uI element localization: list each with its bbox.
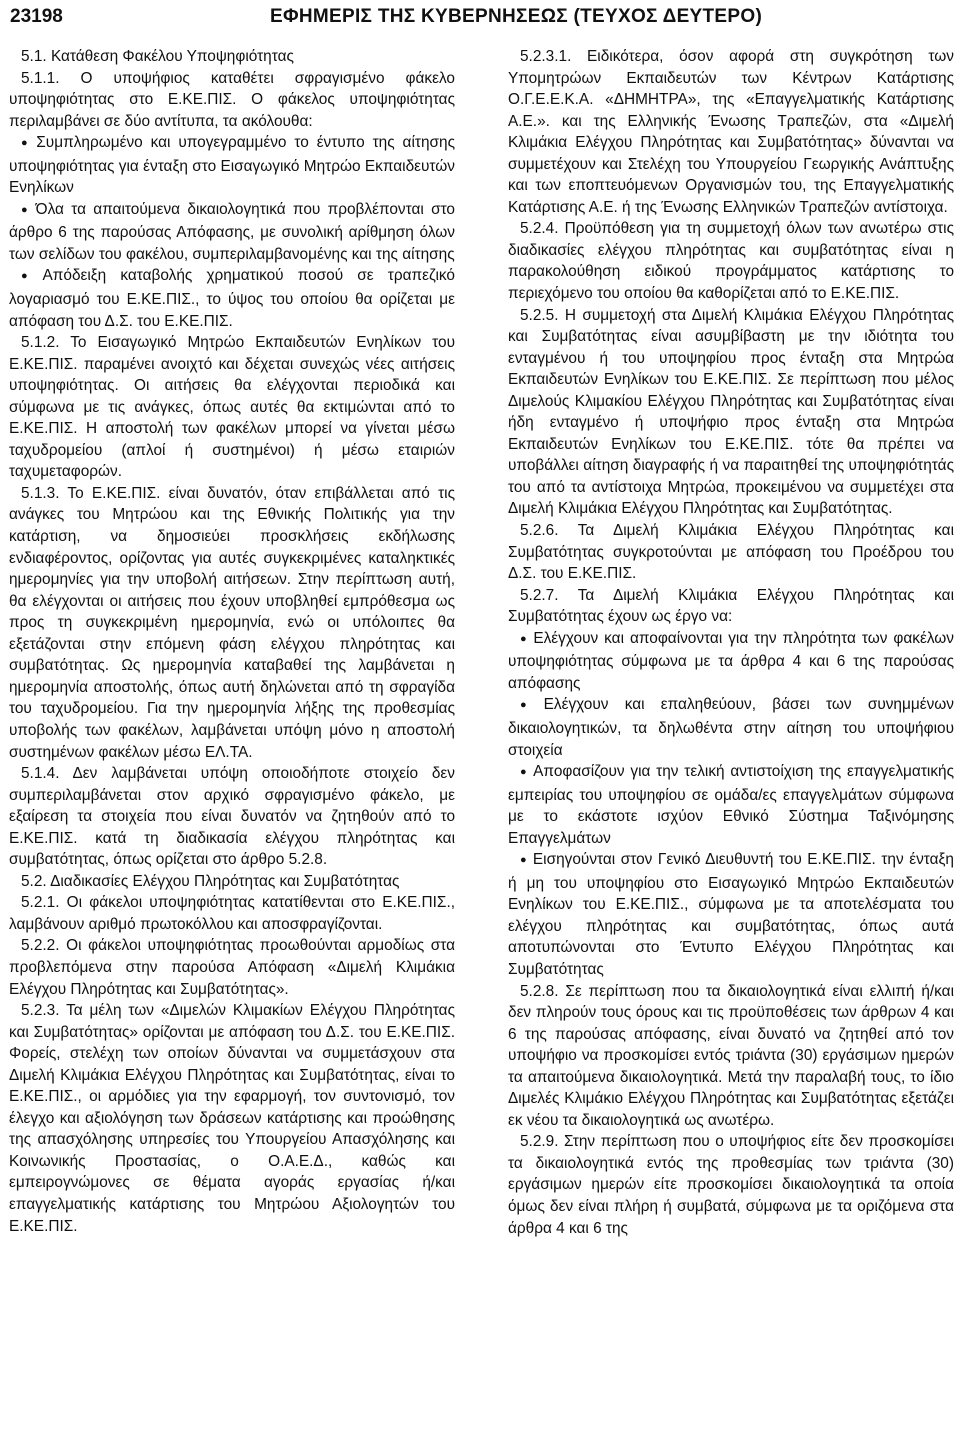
- paragraph: 5.1. Κατάθεση Φακέλου Υποψηφιότητας: [21, 48, 294, 65]
- gazette-title: ΕΦΗΜΕΡΙΣ ΤΗΣ ΚΥΒΕΡΝΗΣΕΩΣ (ΤΕΥΧΟΣ ΔΕΥΤΕΡΟ): [270, 6, 763, 27]
- page-header: [0, 0, 960, 40]
- bullet-item: ● Όλα τα απαιτούμενα δικαιολογητικά που προβλέπονται στο άρθρο 6 της παρούσας Απόφασης, με συνολική αρίθμηση όλων των σελίδων του φακέλου, συμπεριλαμβανομένης και της αίτησης: [9, 199, 455, 266]
- paragraph: 5.2.7. Τα Διμελή Κλιμάκια Ελέγχου Πληρότητας και Συμβατότητας έχουν ως έργο να:: [508, 586, 954, 626]
- paragraph: 5.2.9. Στην περίπτωση που ο υποψήφιος είτε δεν προσκομίσει τα δικαιολογητικά εντός της προθεσμίας των τριάντα (30) εργάσιμων ημερών είτε προσκομίσει δικαιολογητικά τα οποία όμως δεν είναι πλήρη ή συμβατά, σύμφωνα με τα οριζόμενα στα άρθρα 4 και 6 της: [508, 1133, 954, 1237]
- paragraph: 5.1.1. Ο υποψήφιος καταθέτει σφραγισμένο φάκελο υποψηφιότητας στο Ε.ΚΕ.ΠΙΣ. Ο φάκελος υποψηφιότητας περιλαμβάνει σε δύο αντίτυπα, τα ακόλουθα:: [9, 69, 455, 130]
- paragraph: 5.1.3. Το Ε.ΚΕ.ΠΙΣ. είναι δυνατόν, όταν επιβάλλεται από τις ανάγκες του Μητρώου και της Εθνικής Πολιτικής για την κατάρτιση, να δημοσιεύει προσκλήσεις εκδήλωσης ενδιαφέροντος, ορίζοντας για αυτές συγκεκριμένες καταληκτικές ημερομηνίες για την υποβολή αιτήσεων. Στην περίπτωση αυτή, θα ελέγχονται οι αιτήσεις που έχουν υποβληθεί εμπρόθεσμα ως προς τη συγκεκριμένη ημερομηνία, ενώ οι υπόλοιπες θα εξετάζονται στην επόμενη φάση ελέγχου πληρότητας και συμβατότητας. Ως ημερομηνία καταβαθεί της λαμβάνεται η ημερομηνία αποστολής, όπως αυτή δηλώνεται από τη σφραγίδα του ταχυδρομείου. Για την ημερομηνία λήξης της προθεσμίας υποβολής των φακέλων, λαμβάνεται υπόψη μόνο η αποστολή συστημένων φακέλων μέσω ΕΛ.ΤΑ.: [9, 484, 455, 761]
- paragraph: 5.2.8. Σε περίπτωση που τα δικαιολογητικά είναι ελλιπή ή/και δεν πληρούν τους όρους και τις προϋποθέσεις των άρθρων 4 και 6 της παρούσας απόφασης, είναι δυνατό να ζητηθεί από τον υποψήφιο να προσκομίσει εντός τριάντα (30) εργάσιμων ημερών τα απαιτούμενα δικαιολογητικά. Μετά την παραλαβή τους, το ίδιο Διμελές Κλιμάκιο Ελέγχου Πληρότητας και Συμβατότητας εξετάζει εκ νέου τα δικαιολογητικά ως ανωτέρω.: [508, 982, 954, 1129]
- paragraph: 5.2.2. Οι φάκελοι υποψηφιότητας προωθούνται αρμοδίως στα προβλεπόμενα στην παρούσα Απόφαση «Διμελή Κλιμάκια Ελέγχου Πληρότητας και Συμβατότητας».: [9, 937, 455, 998]
- paragraph: 5.2.1. Οι φάκελοι υποψηφιότητας κατατίθενται στο Ε.ΚΕ.ΠΙΣ., λαμβάνουν αριθμό πρωτοκόλλου και αποσφραγίζονται.: [9, 894, 455, 933]
- paragraph: 5.2.5. Η συμμετοχή στα Διμελή Κλιμάκια Ελέγχου Πληρότητας και Συμβατότητας είναι ασυμβίβαστη με την ιδιότητα του ενταγμένου ή του υποψηφίου προς ένταξη στα Μητρώα Εκπαιδευτών Ενηλίκων του Ε.ΚΕ.ΠΙΣ. Σε περίπτωση που μέλος Διμελούς Κλιμακίου Ελέγχου Πληρότητας και Συμβατότητας είναι ήδη ενταγμένο ή υποψήφιο προς ένταξη στα Μητρώα Εκπαιδευτών Ενηλίκων του Ε.ΚΕ.ΠΙΣ. τότε θα πρέπει να υποβάλλει αίτηση διαγραφής ή να παραιτηθεί της υποψηφιότητάς του από τα αντίστοιχα Μητρώα, προκειμένου να συμμετέχει στα Διμελή Κλιμάκια Ελέγχου Πληρότητας και Συμβατότητας.: [508, 306, 954, 518]
- left-column: [9, 46, 455, 1237]
- right-column: [508, 46, 954, 1239]
- paragraph: 5.2.3.1. Ειδικότερα, όσον αφορά στη συγκρότηση των Υπομητρώων Εκπαιδευτών των Κέντρων Κατάρτισης Ο.Γ.Ε.Ε.Κ.Α. «ΔΗΜΗΤΡΑ», της «Επαγγελματικής Κατάρτισης Α.Ε.». και της Ελληνικής Ένωσης Τραπεζών, στα «Διμελή Κλιμάκια Ελέγχου Πληρότητας και Συμβατότητας» δύνανται να συμμετέχουν και Στελέχη του Υπουργείου Γεωργικής Ανάπτυξης και των εποπτευόμενων Οργανισμών του, της Επαγγελματικής Κατάρτισης Α.Ε. ή της Ένωσης Ελληνικών Τραπεζών αντίστοιχα.: [508, 48, 954, 216]
- bullet-item: ● Απόδειξη καταβολής χρηματικού ποσού σε τραπεζικό λογαριασμό του Ε.ΚΕ.ΠΙΣ., το ύψος του οποίου θα ορίζεται με απόφαση του Δ.Σ. του Ε.ΚΕ.ΠΙΣ.: [9, 265, 455, 332]
- paragraph: 5.2.4. Προϋπόθεση για τη συμμετοχή όλων των ανωτέρω στις διαδικασίες ελέγχου πληρότητας και συμβατότητας είναι η παρακολούθηση ειδικού προγράμματος κατάρτισης το περιεχόμενο του οποίου θα καθορίζεται από το Ε.ΚΕ.ΠΙΣ.: [508, 220, 954, 303]
- page-number: 23198: [10, 6, 63, 27]
- paragraph: 5.1.4. Δεν λαμβάνεται υπόψη οποιοδήποτε στοιχείο δεν συμπεριλαμβάνεται στον αρχικό σφραγισμένο φάκελο, με εξαίρεση τα στοιχεία που είναι δυνατόν να ζητηθούν από το Ε.ΚΕ.ΠΙΣ. κατά τη διαδικασία ελέγχου πληρότητας και συμβατότητας, όπως ορίζεται στο άρθρο 5.2.8.: [9, 765, 455, 869]
- paragraph: 5.2. Διαδικασίες Ελέγχου Πληρότητας και Συμβατότητας: [21, 872, 400, 890]
- bullet-item: ● Συμπληρωμένο και υπογεγραμμένο το έντυπο της αίτησης υποψηφιότητας για ένταξη στο Εισαγωγικό Μητρώο Εκπαιδευτών Ενηλίκων: [9, 132, 455, 199]
- bullet-item: ● Αποφασίζουν για την τελική αντιστοίχιση της επαγγελματικής εμπειρίας του υποψηφίου σε ομάδα/ες επαγγελμάτων σύμφωνα με το εκάστοτε ισχύον Εθνικό Σύστημα Ταξινόμησης Επαγγελμάτων: [508, 761, 954, 849]
- bullet-item: ● Ελέγχουν και αποφαίνονται για την πληρότητα των φακέλων υποψηφιότητας σύμφωνα με τα άρθρα 4 και 6 της παρούσας απόφασης: [508, 628, 954, 695]
- paragraph: 5.1.2. Το Εισαγωγικό Μητρώο Εκπαιδευτών Ενηλίκων του Ε.ΚΕ.ΠΙΣ. παραμένει ανοιχτό και δέχεται συνεχώς νέες αιτήσεις υποψηφιότητας. Οι αιτήσεις θα ελέγχονται περιοδικά και σύμφωνα με τις ανάγκες, όπως αυτές θα εκτιμώνται από το Ε.ΚΕ.ΠΙΣ. Η αποστολή των φακέλων μπορεί να γίνεται μέσω ταχυδρομείου (απλοί ή συστημένοι) ή μέσω εταιριών ταχυμεταφορών.: [9, 334, 455, 481]
- paragraph: 5.2.6. Τα Διμελή Κλιμάκια Ελέγχου Πληρότητας και Συμβατότητας συγκροτούνται με απόφαση του Προέδρου του Δ.Σ. του Ε.ΚΕ.ΠΙΣ.: [508, 522, 954, 583]
- bullet-item: ● Ελέγχουν και επαληθεύουν, βάσει των συνημμένων δικαιολογητικών, τα δηλωθέντα στην αίτηση του υποψήφιου στοιχεία: [508, 694, 954, 761]
- paragraph: 5.2.3. Τα μέλη των «Διμελών Κλιμακίων Ελέγχου Πληρότητας και Συμβατότητας» ορίζονται με απόφαση του Δ.Σ. του Ε.ΚΕ.ΠΙΣ. Φορείς, στελέχη των οποίων δύνανται να συμμετάσχουν στα Διμελή Κλιμάκια Ελέγχου Πληρότητας και Συμβατότητας, είναι το Ε.ΚΕ.ΠΙΣ., οι αρμόδιες για την εφαρμογή, τον συντονισμό, τον έλεγχο και αξιολόγηση των δράσεων κατάρτισης και προώθησης της απασχόλησης υπηρεσίες του Υπουργείου Απασχόλησης και Κοινωνικής Προστασίας, ο Ο.Α.Ε.Δ., καθώς και εμπειρογνώμονες σε θέματα αγοράς εργασίας ή/και επαγγελματικής κατάρτισης του Μητρώου Αξιολογητών του Ε.ΚΕ.ΠΙΣ.: [9, 1002, 455, 1235]
- bullet-item: ● Εισηγούνται στον Γενικό Διευθυντή του Ε.ΚΕ.ΠΙΣ. την ένταξη ή μη του υποψηφίου στο Εισαγωγικό Μητρώο Εκπαιδευτών Ενηλίκων του Ε.ΚΕ.ΠΙΣ., σύμφωνα με τα αποτελέσματα του ελέγχου πληρότητας και συμβατότητας, όπως αυτά αποτυπώνονται στο Έντυπο Ελέγχου Πληρότητας και Συμβατότητας: [508, 849, 954, 980]
